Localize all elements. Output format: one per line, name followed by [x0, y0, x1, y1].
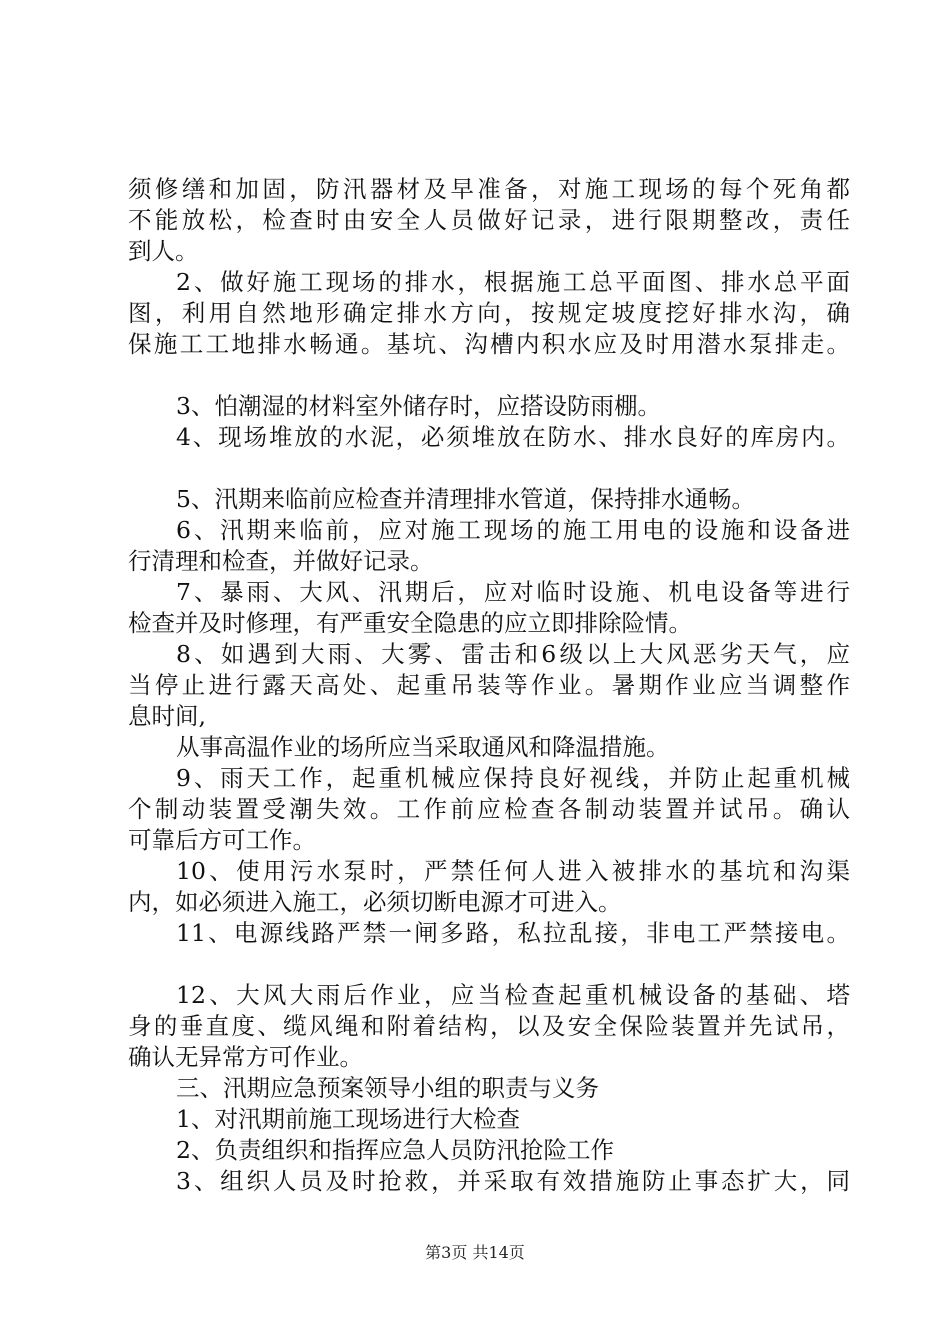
- paragraph-gap: [128, 360, 850, 391]
- text-line: 当停止进行露天高处、起重吊装等作业。暑期作业应当调整作: [128, 671, 850, 699]
- text-line: 须修缮和加固，防汛器材及早准备，对施工现场的每个死角都: [128, 175, 850, 203]
- text-line: 9、雨天工作，起重机械应保持良好视线，并防止起重机械: [176, 764, 850, 792]
- paragraph-gap: [128, 453, 850, 484]
- text-line: 不能放松，检查时由安全人员做好记录，进行限期整改，责任: [128, 206, 850, 234]
- text-line: 从事高温作业的场所应当采取通风和降温措施。: [176, 733, 670, 761]
- text-line: 4、现场堆放的水泥，必须堆放在防水、排水良好的库房内。: [176, 423, 850, 451]
- text-line: 身的垂直度、缆风绳和附着结构，以及安全保险装置并先试吊，: [128, 1012, 850, 1040]
- text-line: 个制动装置受潮失效。工作前应检查各制动装置并试吊。确认: [128, 795, 850, 823]
- text-line: 11、电源线路严禁一闸多路，私拉乱接，非电工严禁接电。: [176, 919, 850, 947]
- text-line: 行清理和检查，并做好记录。: [128, 547, 434, 575]
- text-line: 5、汛期来临前应检查并清理排水管道，保持排水通畅。: [176, 485, 755, 513]
- text-line: 3、组织人员及时抢救，并采取有效措施防止事态扩大，同: [176, 1167, 850, 1195]
- text-line: 2、负责组织和指挥应急人员防汛抢险工作: [176, 1136, 614, 1164]
- page-number-footer: 第3页 共14页: [425, 1243, 525, 1262]
- text-line: 10、使用污水泵时，严禁任何人进入被排水的基坑和沟渠: [176, 857, 850, 885]
- text-line: 保施工工地排水畅通。基坑、沟槽内积水应及时用潜水泵排走。: [128, 330, 850, 358]
- text-line: 6、汛期来临前，应对施工现场的施工用电的设施和设备进: [176, 516, 850, 544]
- text-line: 3、怕潮湿的材料室外储存时，应搭设防雨棚。: [176, 392, 661, 420]
- text-line: 8、如遇到大雨、大雾、雷击和6级以上大风恶劣天气，应: [176, 640, 850, 668]
- document-body: [128, 174, 850, 1197]
- text-line: 息时间,: [128, 702, 206, 730]
- paragraph-gap: [128, 949, 850, 980]
- text-line: 12、大风大雨后作业，应当检查起重机械设备的基础、塔: [176, 981, 850, 1009]
- text-line: 7、暴雨、大风、汛期后，应对临时设施、机电设备等进行: [176, 578, 850, 606]
- text-line: 确认无异常方可作业。: [128, 1043, 363, 1071]
- text-line: 到人。: [128, 237, 199, 265]
- text-line: 1、对汛期前施工现场进行大检查: [176, 1105, 520, 1133]
- text-line: 图，利用自然地形确定排水方向，按规定坡度挖好排水沟，确: [128, 299, 850, 327]
- text-line: 检查并及时修理，有严重安全隐患的应立即排除险情。: [128, 609, 692, 637]
- text-line: 2、做好施工现场的排水，根据施工总平面图、排水总平面: [176, 268, 850, 296]
- text-line: 可靠后方可工作。: [128, 826, 316, 854]
- section-heading: 三、汛期应急预案领导小组的职责与义务: [176, 1074, 599, 1102]
- text-line: 内，如必须进入施工，必须切断电源才可进入。: [128, 888, 622, 916]
